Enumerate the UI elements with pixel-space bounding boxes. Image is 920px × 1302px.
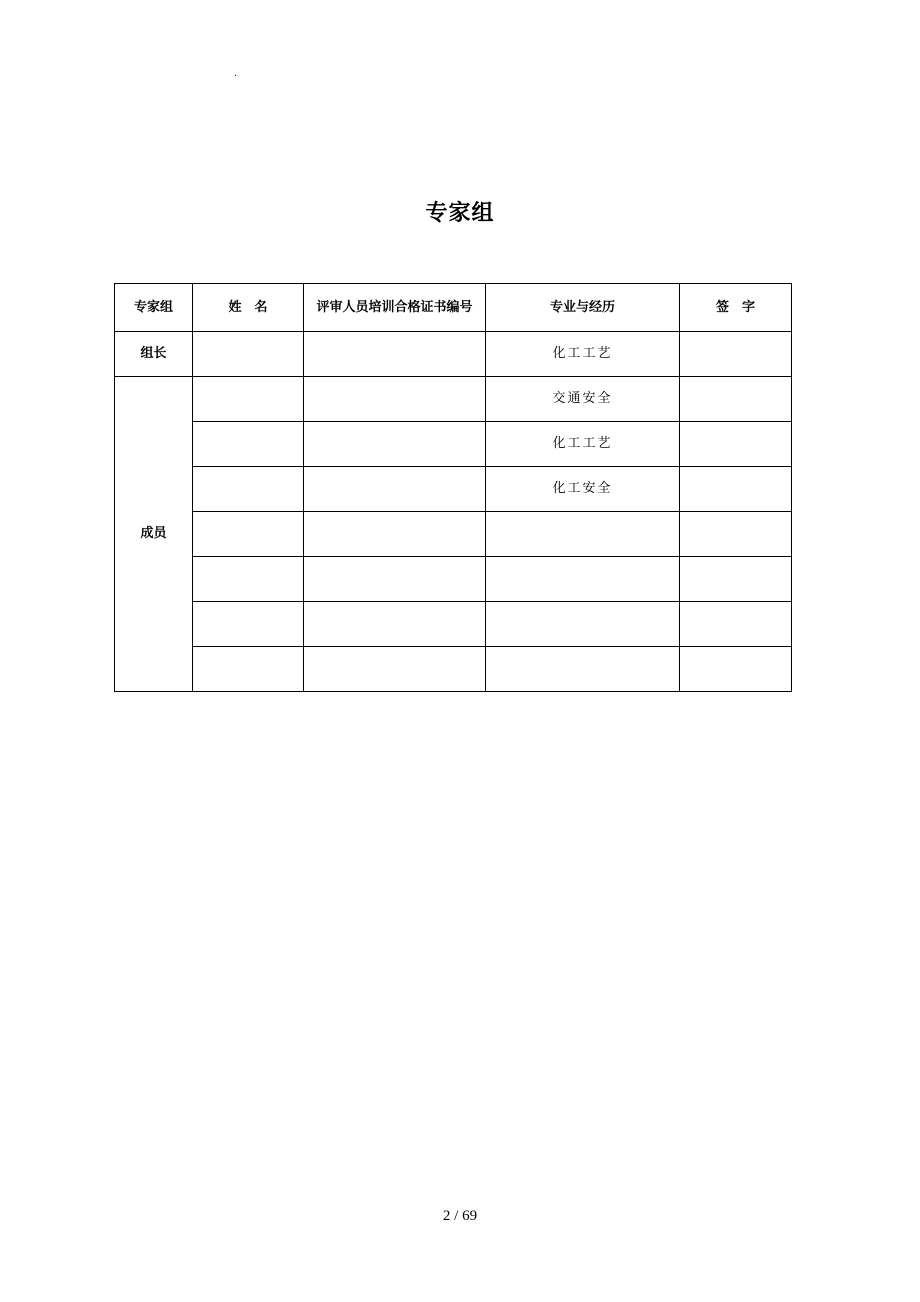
signature-cell bbox=[680, 422, 792, 467]
table-row bbox=[115, 467, 792, 512]
table-row bbox=[115, 422, 792, 467]
header-major-experience: 专业与经历 bbox=[486, 284, 680, 332]
certificate-cell bbox=[304, 422, 486, 467]
major-cell: 化工工艺 bbox=[486, 332, 680, 377]
leader-label: 组长 bbox=[115, 332, 193, 377]
certificate-cell bbox=[304, 512, 486, 557]
certificate-cell bbox=[304, 557, 486, 602]
certificate-cell bbox=[304, 467, 486, 512]
major-cell bbox=[486, 647, 680, 692]
page-number: 2 / 69 bbox=[442, 1208, 478, 1224]
name-cell bbox=[193, 332, 304, 377]
signature-cell bbox=[680, 467, 792, 512]
table-row bbox=[115, 557, 792, 602]
page-mark: . bbox=[234, 68, 238, 79]
major-cell bbox=[486, 512, 680, 557]
document-title: 专家组 bbox=[425, 201, 495, 226]
certificate-cell bbox=[304, 332, 486, 377]
table-row bbox=[115, 602, 792, 647]
signature-cell bbox=[680, 557, 792, 602]
name-cell bbox=[193, 377, 304, 422]
table-row bbox=[115, 647, 792, 692]
certificate-cell bbox=[304, 602, 486, 647]
member-label: 成员 bbox=[115, 377, 193, 692]
certificate-cell bbox=[304, 377, 486, 422]
header-group: 专家组 bbox=[115, 284, 193, 332]
signature-cell bbox=[680, 512, 792, 557]
major-cell bbox=[486, 557, 680, 602]
header-name: 姓 名 bbox=[193, 284, 304, 332]
signature-cell bbox=[680, 332, 792, 377]
name-cell bbox=[193, 422, 304, 467]
name-cell bbox=[193, 467, 304, 512]
name-cell bbox=[193, 602, 304, 647]
table-row bbox=[115, 332, 792, 377]
signature-cell bbox=[680, 647, 792, 692]
name-cell bbox=[193, 557, 304, 602]
table-row bbox=[115, 377, 792, 422]
major-cell: 交通安全 bbox=[486, 377, 680, 422]
header-certificate-number: 评审人员培训合格证书编号 bbox=[304, 284, 486, 332]
name-cell bbox=[193, 647, 304, 692]
certificate-cell bbox=[304, 647, 486, 692]
major-cell: 化工安全 bbox=[486, 467, 680, 512]
signature-cell bbox=[680, 377, 792, 422]
expert-group-table bbox=[114, 283, 792, 692]
header-signature: 签 字 bbox=[680, 284, 792, 332]
major-cell: 化工工艺 bbox=[486, 422, 680, 467]
major-cell bbox=[486, 602, 680, 647]
table-row bbox=[115, 512, 792, 557]
table-header-row bbox=[115, 284, 792, 332]
signature-cell bbox=[680, 602, 792, 647]
name-cell bbox=[193, 512, 304, 557]
